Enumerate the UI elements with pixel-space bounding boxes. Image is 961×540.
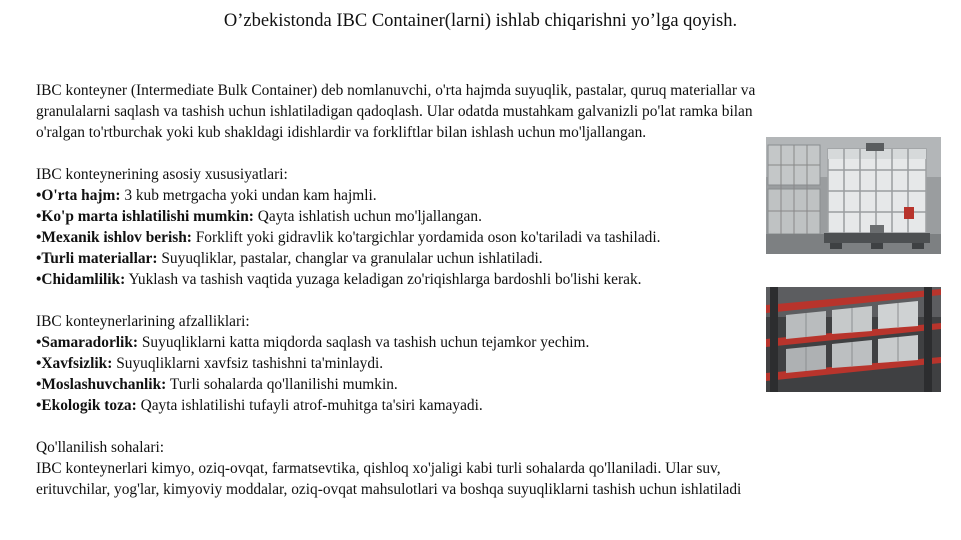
ibc-container-photo	[766, 137, 941, 254]
advantage-text: Suyuqliklarni xavfsiz tashishni ta'minlaydi.	[112, 355, 384, 372]
advantage-term: •Moslashuvchanlik:	[36, 376, 167, 393]
advantage-text: Qayta ishlatilishi tufayli atrof-muhitga ta'siri kamayadi.	[136, 397, 483, 414]
feature-text: Yuklash va tashish vaqtida yuzaga keladigan zo'riqishlarga bardoshli bo'lishi kerak.	[125, 271, 642, 288]
feature-text: Qayta ishlatish uchun mo'ljallangan.	[253, 208, 482, 225]
advantage-text: Turli sohalarda qo'llanilishi mumkin.	[166, 376, 398, 393]
feature-term: •Ko'p marta ishlatilishi mumkin:	[36, 208, 254, 225]
features-heading: IBC konteynerining asosiy xususiyatlari:	[36, 166, 288, 183]
warehouse-rack-photo	[766, 287, 941, 392]
advantage-text: Suyuqliklarni katta miqdorda saqlash va tashish uchun tejamkor yechim.	[138, 334, 590, 351]
advantages-heading: IBC konteynerlarining afzalliklari:	[36, 313, 250, 330]
feature-term: •O'rta hajm:	[36, 187, 121, 204]
applications-line: erituvchilar, yog'lar, kimyoviy moddalar, oziq-ovqat mahsulotlari va boshqa suyuqliklarni tashish uchun ishlatiladi	[36, 481, 742, 498]
feature-term: •Mexanik ishlov berish:	[36, 229, 192, 246]
advantage-term: •Samaradorlik:	[36, 334, 139, 351]
intro-line: o'ralgan to'rtburchak yoki kub shakldagi idishlardir va forkliftlar bilan ishlash uchun mo'ljallangan.	[36, 124, 647, 141]
page-title: O’zbekistonda IBC Container(larni) ishlab chiqarishni yo’lga qoyish.	[223, 11, 738, 31]
feature-text: Forklift yoki gidravlik ko'targichlar yordamida oson ko'tariladi va tashiladi.	[191, 229, 661, 246]
feature-text: Suyuqliklar, pastalar, changlar va granulalar uchun ishlatiladi.	[157, 250, 543, 267]
advantage-item	[36, 395, 936, 416]
intro-line: IBC konteyner (Intermediate Bulk Container) deb nomlanuvchi, o'rta hajmda suyuqlik, pastalar, quruq materiallar va	[36, 82, 756, 99]
advantage-term: •Xavfsizlik:	[36, 355, 113, 372]
feature-text: 3 kub metrgacha yoki undan kam hajmli.	[120, 187, 377, 204]
feature-term: •Turli materiallar:	[36, 250, 158, 267]
applications-heading: Qo'llanilish sohalari:	[36, 439, 165, 456]
advantage-term: •Ekologik toza:	[36, 397, 137, 414]
feature-term: •Chidamlilik:	[36, 271, 126, 288]
applications-line: IBC konteynerlari kimyo, oziq-ovqat, farmatsevtika, qishloq xo'jaligi kabi turli sohalarda qo'llaniladi. Ular suv,	[36, 460, 721, 477]
intro-line: granulalarni saqlash va tashish uchun ishlatiladigan qadoqlash. Ular odatda mustahkam galvanizli po'lat ramka bilan	[36, 103, 753, 120]
